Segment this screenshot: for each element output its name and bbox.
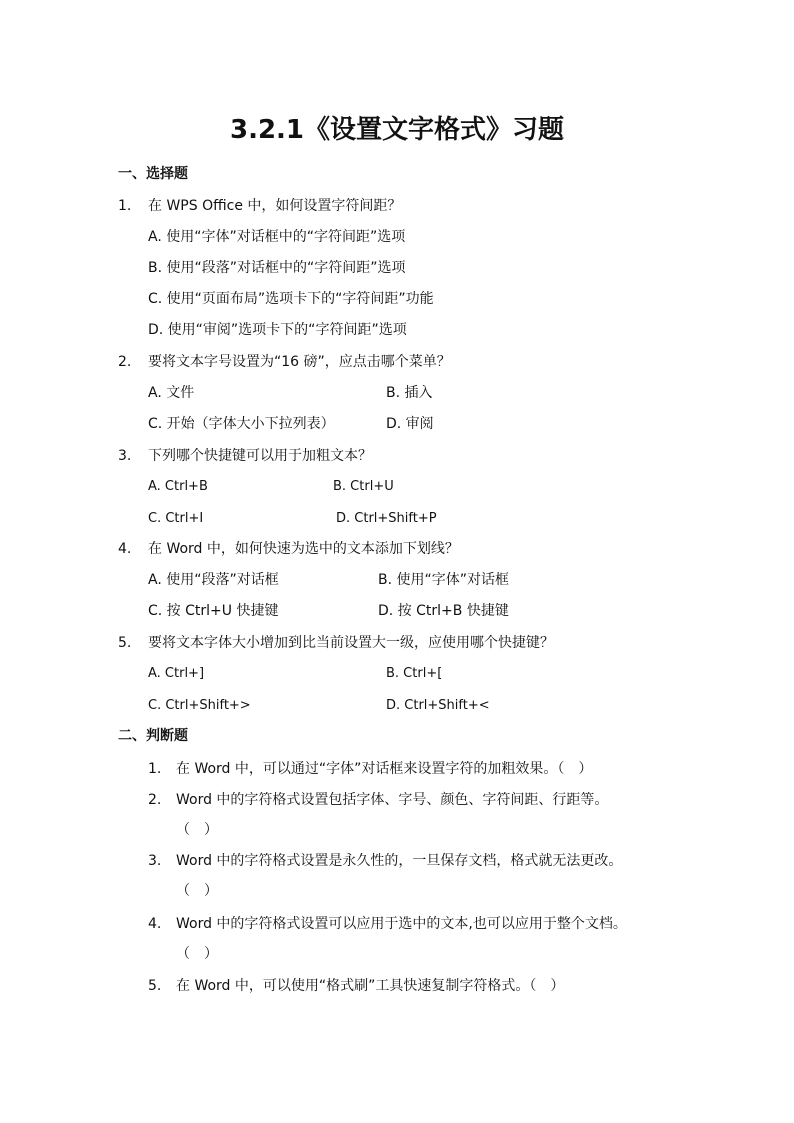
option-a: A. Ctrl+B (148, 479, 208, 494)
option-b: B. 使用“字体”对话框 (378, 572, 510, 588)
statement-text: 在 Word 中，可以通过“字体”对话框来设置字符的加粗效果。（ ） (176, 761, 593, 777)
answer-bracket: （ ） (176, 946, 218, 962)
answer-bracket: （ ） (176, 822, 218, 838)
item-number: 2. (148, 792, 162, 808)
statement-text: Word 中的字符格式设置可以应用于选中的文本,也可以应用于整个文档。 (176, 916, 627, 932)
option-b: B. Ctrl+[ (386, 666, 443, 681)
question-text: 在 WPS Office 中，如何设置字符间距？ (148, 198, 402, 214)
option-c: C. 开始（字体大小下拉列表） (148, 416, 335, 432)
statement-text: Word 中的字符格式设置包括字体、字号、颜色、字符间距、行距等。 (176, 792, 609, 808)
option-a: A. 使用“段落”对话框 (148, 572, 279, 588)
option-b: B. 插入 (386, 385, 433, 401)
question-text: 下列哪个快捷键可以用于加粗文本？ (148, 448, 372, 464)
question-number: 2. (118, 354, 132, 370)
option-d: D. Ctrl+Shift+< (386, 698, 490, 713)
question-text: 要将文本字体大小增加到比当前设置大一级，应使用哪个快捷键？ (148, 635, 554, 651)
question-number: 4. (118, 541, 132, 557)
question-text: 要将文本字号设置为“16 磅”，应点击哪个菜单？ (148, 354, 451, 370)
option-c: C. Ctrl+I (148, 511, 204, 526)
question-text: 在 Word 中，如何快速为选中的文本添加下划线？ (148, 541, 459, 557)
option-b: B. 使用“段落”对话框中的“字符间距”选项 (148, 260, 406, 276)
option-a: A. Ctrl+] (148, 666, 205, 681)
page-title: 3.2.1《设置文字格式》习题 (229, 115, 565, 145)
option-a: A. 使用“字体”对话框中的“字符间距”选项 (148, 229, 406, 245)
answer-bracket: （ ） (176, 883, 218, 899)
option-b: B. Ctrl+U (333, 479, 394, 494)
question-number: 3. (118, 448, 132, 464)
option-c: C. 使用“页面布局”选项卡下的“字符间距”功能 (148, 291, 434, 307)
statement-text: 在 Word 中，可以使用“格式刷”工具快速复制字符格式。（ ） (176, 978, 565, 994)
question-number: 1. (118, 198, 132, 214)
option-d: D. Ctrl+Shift+P (336, 511, 437, 526)
option-c: C. 按 Ctrl+U 快捷键 (148, 603, 279, 619)
item-number: 4. (148, 916, 162, 932)
section-heading-judgment: 二、判断题 (118, 728, 188, 744)
statement-text: Word 中的字符格式设置是永久性的，一旦保存文档，格式就无法更改。 (176, 853, 623, 869)
option-d: D. 按 Ctrl+B 快捷键 (378, 603, 509, 619)
option-c: C. Ctrl+Shift+> (148, 698, 251, 713)
option-d: D. 使用“审阅”选项卡下的“字符间距”选项 (148, 322, 407, 338)
option-d: D. 审阅 (386, 416, 434, 432)
section-heading-choice: 一、选择题 (118, 166, 188, 182)
option-a: A. 文件 (148, 385, 195, 401)
item-number: 1. (148, 761, 162, 777)
item-number: 3. (148, 853, 162, 869)
item-number: 5. (148, 978, 162, 994)
question-number: 5. (118, 635, 132, 651)
